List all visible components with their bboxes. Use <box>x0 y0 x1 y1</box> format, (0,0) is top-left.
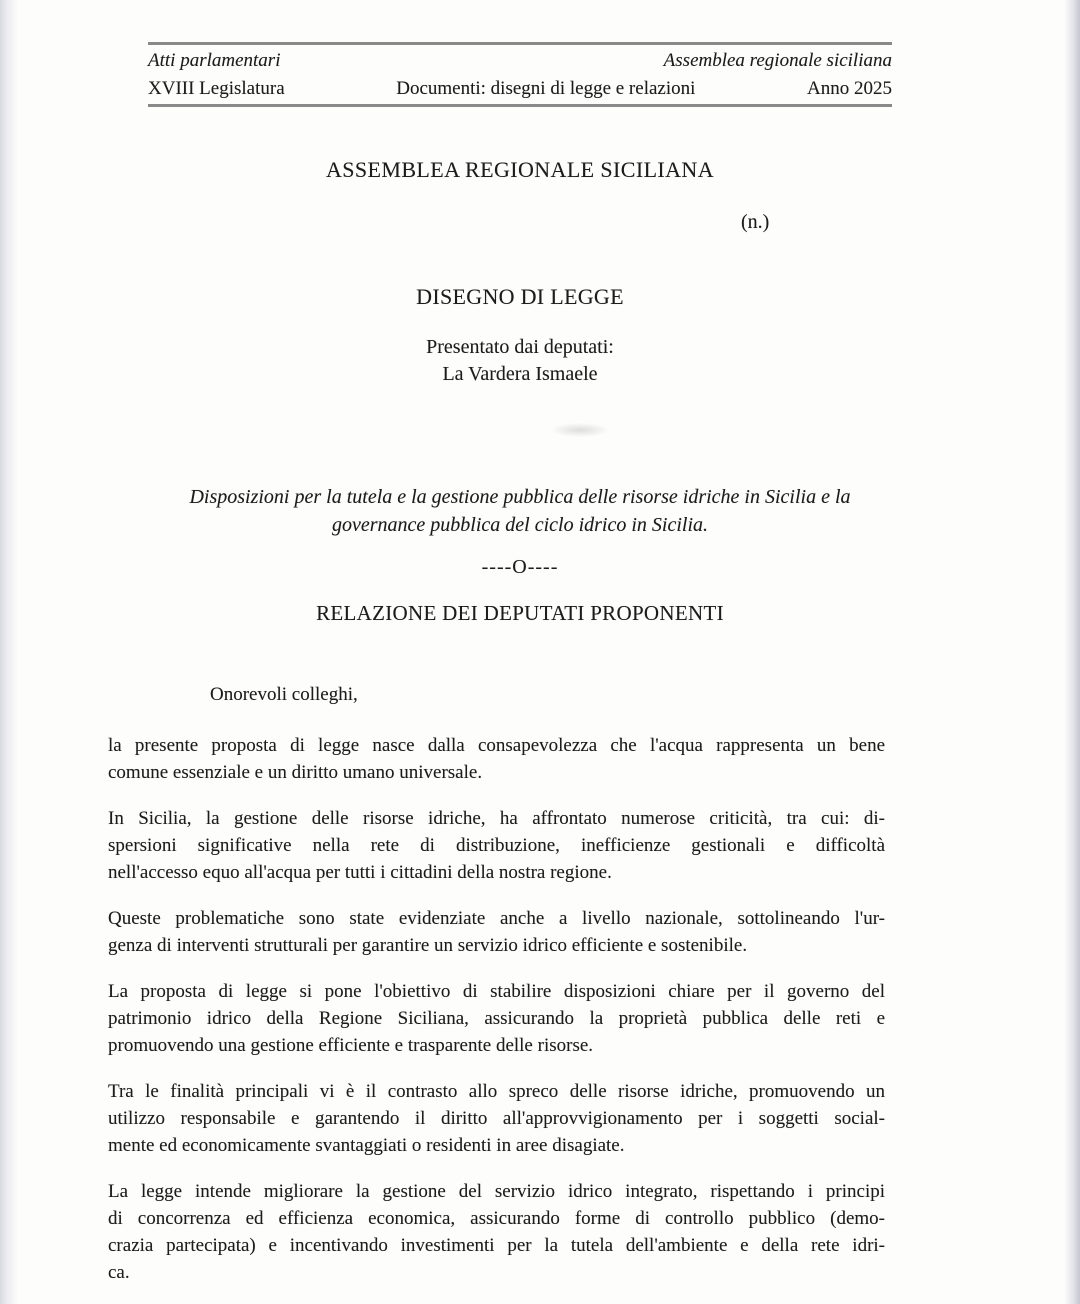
text-line: promuovendo una gestione efficiente e trasparente delle risorse. <box>108 1035 594 1056</box>
paragraph-4 <box>108 978 885 1059</box>
text-line: patrimonio idrico della Regione Siciliana, assicurando la proprietà pubblica delle reti e <box>108 1008 885 1029</box>
header-year-label: Anno 2025 <box>807 78 892 99</box>
text-line: ca. <box>108 1262 130 1283</box>
page-edge-right <box>1064 0 1080 1304</box>
section-separator: ----O---- <box>481 556 559 578</box>
assembly-title: ASSEMBLEA REGIONALE SICILIANA <box>325 157 715 182</box>
presenter-name: La Vardera Ismaele <box>442 363 598 385</box>
paragraph-1 <box>108 732 885 786</box>
paragraph-6 <box>108 1178 885 1286</box>
text-line: la presente proposta di legge nasce dalla consapevolezza che l'acqua rappresenta un bene <box>108 735 885 756</box>
salutation: Onorevoli colleghi, <box>210 684 358 705</box>
text-line: utilizzo responsabile e garantendo il diritto all'approvvigionamento per i soggetti social- <box>108 1108 885 1129</box>
paragraph-5 <box>108 1078 885 1159</box>
text-line: Tra le finalità principali vi è il contrasto allo spreco delle risorse idriche, promuovendo un <box>108 1081 885 1102</box>
scan-smudge <box>551 423 609 437</box>
text-line: mente ed economicamente svantaggiati o residenti in aree disagiate. <box>108 1135 625 1156</box>
page-edge-left <box>0 0 18 1304</box>
bill-subject-line-1: Disposizioni per la tutela e la gestione pubblica delle risorse idriche in Sicilia e la <box>189 486 851 508</box>
text-line: crazia partecipata) e incentivando investimenti per la tutela dell'ambiente e della rete idri- <box>108 1235 885 1256</box>
bill-type-heading: DISEGNO DI LEGGE <box>416 284 624 309</box>
presented-by-block <box>108 334 932 388</box>
text-line: Queste problematiche sono state evidenziate anche a livello nazionale, sottolineando l'ur- <box>108 908 885 929</box>
bill-subject <box>108 483 932 539</box>
header-acts-label: Atti parlamentari <box>148 50 281 71</box>
header-row-2 <box>148 78 892 100</box>
text-line: spersioni significative nella rete di distribuzione, inefficienze gestionali e difficoltà <box>108 835 885 856</box>
text-line: comune essenziale e un diritto umano universale. <box>108 762 483 783</box>
bill-subject-line-2: governance pubblica del ciclo idrico in Sicilia. <box>331 514 708 536</box>
text-line: La legge intende migliorare la gestione del servizio idrico integrato, rispettando i principi <box>108 1181 885 1202</box>
header-assembly-label: Assemblea regionale siciliana <box>663 50 892 71</box>
text-line: La proposta di legge si pone l'obiettivo di stabilire disposizioni chiare per il governo del <box>108 981 885 1002</box>
text-line: di concorrenza ed efficienza economica, assicurando forme di controllo pubblico (demo- <box>108 1208 885 1229</box>
text-line: In Sicilia, la gestione delle risorse idriche, ha affrontato numerose criticità, tra cui: di- <box>108 808 885 829</box>
paragraph-2 <box>108 805 885 886</box>
document-header <box>148 42 892 107</box>
report-heading: RELAZIONE DEI DEPUTATI PROPONENTI <box>316 601 724 625</box>
paragraph-3 <box>108 905 885 959</box>
text-line: nell'accesso equo all'acqua per tutti i cittadini della nostra regione. <box>108 862 612 883</box>
header-documents-label: Documenti: disegni di legge e relazioni <box>396 78 696 99</box>
presented-by-label: Presentato dai deputati: <box>426 336 614 358</box>
text-line: genza di interventi strutturali per garantire un servizio idrico efficiente e sostenibile. <box>108 935 748 956</box>
bill-number-placeholder: (n.) <box>741 211 770 233</box>
document-body <box>108 681 885 1304</box>
header-row-1 <box>148 50 892 72</box>
header-legislature-label: XVIII Legislatura <box>148 78 285 99</box>
